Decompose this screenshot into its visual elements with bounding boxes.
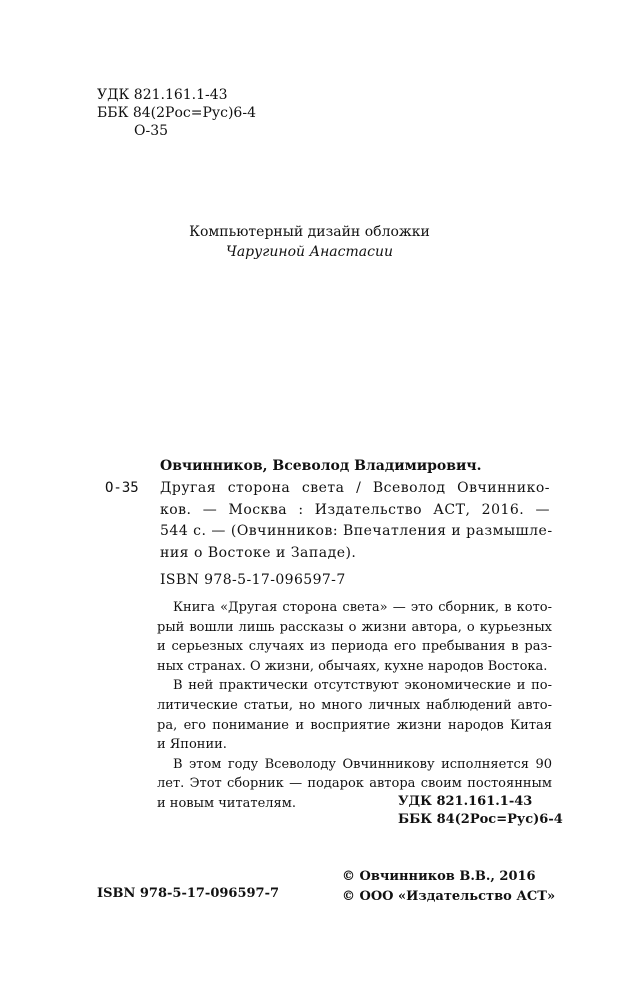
top-classification-codes — [97, 86, 256, 140]
isbn-bottom: ISBN 978-5-17-096597-7 — [97, 886, 280, 901]
copyright-publisher: © ООО «Издательство АСТ» — [342, 889, 556, 904]
bbk-code: ББК 84(2Рос=Рус)6-4 — [97, 105, 256, 121]
cover-design-credit — [0, 222, 619, 262]
copyright-block — [342, 867, 555, 907]
cover-design-label: Компьютерный дизайн обложки — [189, 224, 430, 240]
annotation-line: В этом году Всеволоду Овчинникову исполняется 90 — [173, 756, 552, 772]
udk-code: УДК 821.161.1-43 — [97, 87, 228, 103]
description-line: ния о Востоке и Западе). — [160, 544, 357, 561]
description-line: Другая сторона света / Всеволод Овчиннико- — [160, 480, 550, 496]
annotation-line: В ней практически отсутствуют экономические и по- — [173, 678, 552, 694]
annotation-line: Книга «Другая сторона света» — это сборник, в кото- — [173, 600, 552, 615]
copyright-author: © Овчинников В.В., 2016 — [342, 869, 536, 884]
description-line: ков. — Москва : Издательство АСТ, 2016. — — [160, 501, 550, 518]
udk-code-bottom: УДК 821.161.1-43 — [398, 794, 533, 809]
annotation-line: рый вошли лишь рассказы о жизни автора, о курьезных — [157, 619, 552, 635]
bibliographic-description — [160, 478, 553, 564]
annotation-line: и серьезных случаях из периода его пребывания в раз- — [157, 639, 552, 655]
annotation — [157, 598, 552, 814]
annotation-line: ных странах. О жизни, обычаях, кухне народов Востока. — [157, 658, 548, 674]
isbn-entry: ISBN 978-5-17-096597-7 — [160, 572, 346, 588]
bottom-classification-codes — [398, 793, 563, 829]
cover-designer-name: Чаругиной Анастасии — [226, 244, 393, 260]
description-line: 544 с. — (Овчинников: Впечатления и размышле- — [160, 523, 553, 539]
annotation-line: литические статьи, но много личных наблюдений авто- — [157, 697, 552, 713]
author-sign: О-35 — [134, 123, 169, 139]
annotation-line: ра, его понимание и восприятие жизни народов Китая — [157, 717, 552, 733]
author-heading: Овчинников, Всеволод Владимирович. — [160, 458, 482, 474]
annotation-line: лет. Этот сборник — подарок автора своим постоянным — [157, 776, 552, 792]
annotation-line: и новым читателям. — [157, 795, 296, 811]
call-number: О-35 — [105, 480, 139, 496]
annotation-line: и Японии. — [157, 737, 227, 753]
bbk-code-bottom: ББК 84(2Рос=Рус)6-4 — [398, 812, 563, 827]
